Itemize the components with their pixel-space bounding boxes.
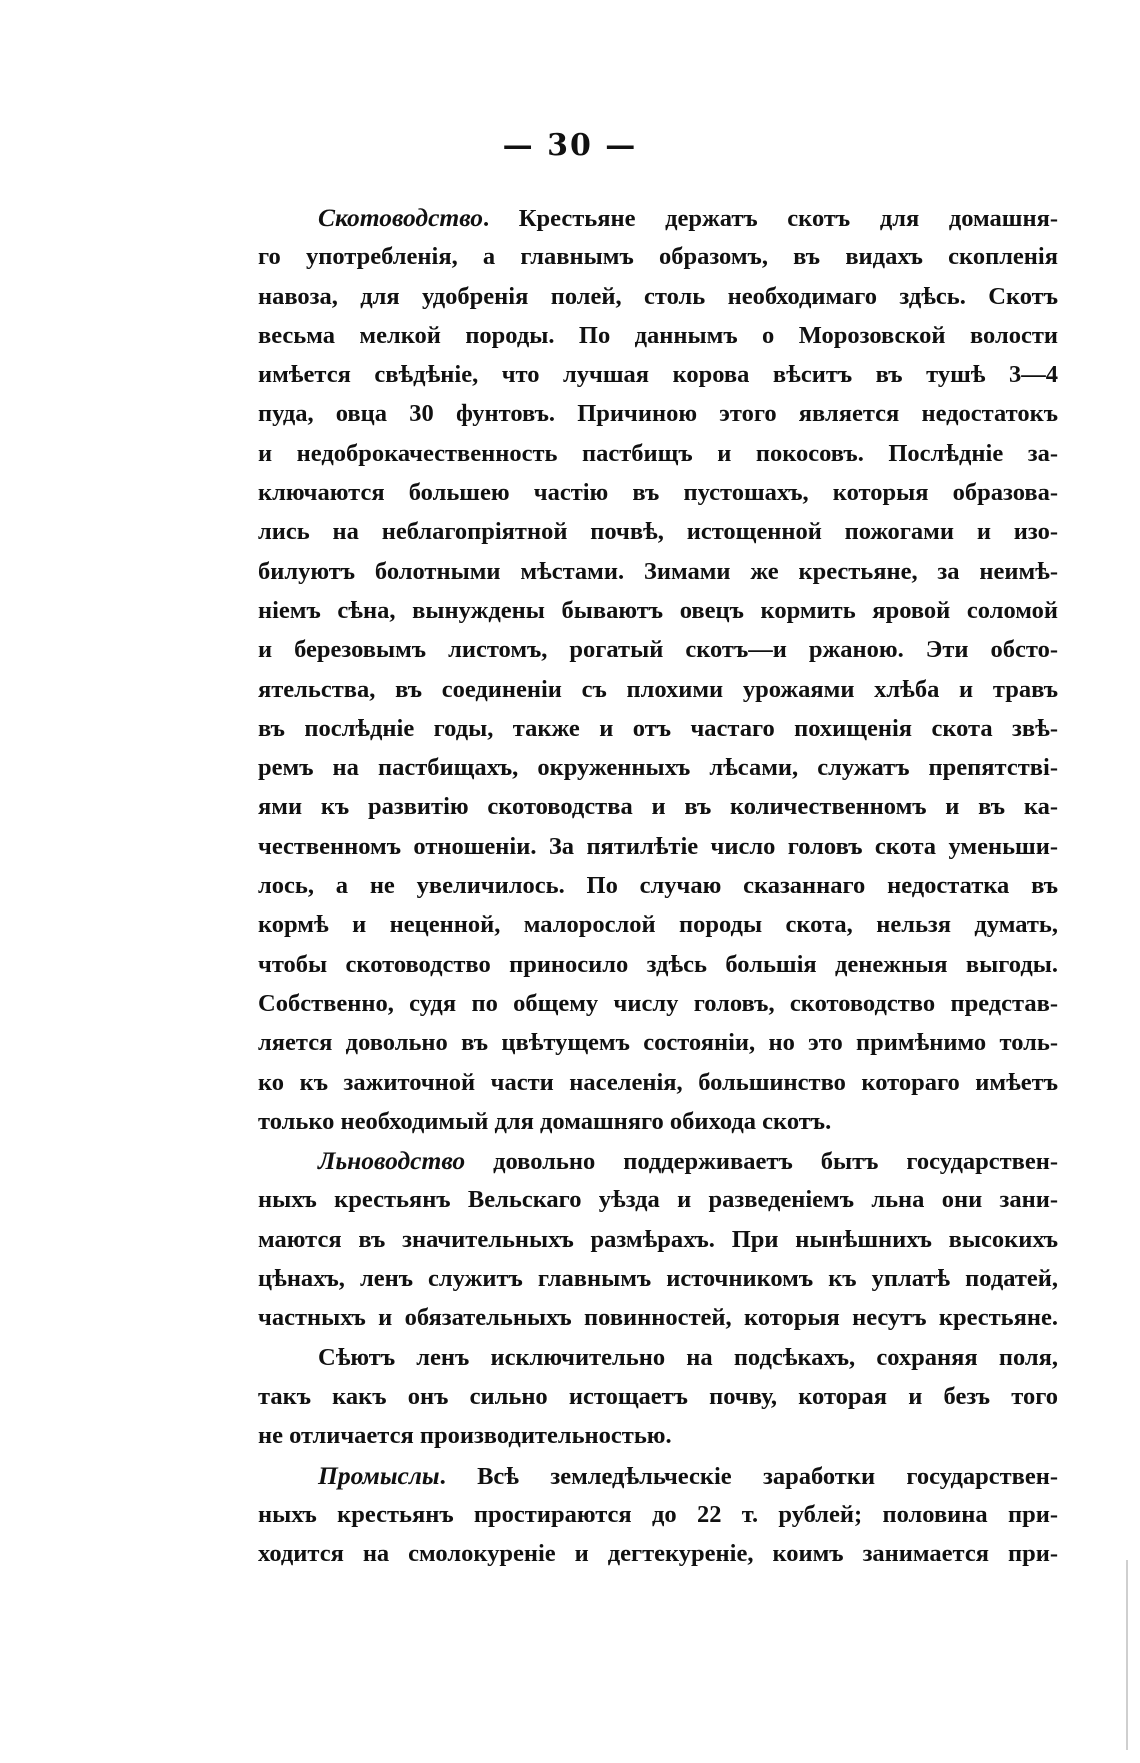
paragraph-trades xyxy=(258,1456,1058,1574)
text-line: кормѣ и неценной, малорослой породы скота, нельзя думать, xyxy=(258,911,1058,939)
text-line: навоза, для удобренія полей, столь необходимаго здѣсь. Скотъ xyxy=(258,282,1058,310)
text-line: пуда, овца 30 фунтовъ. Причиною этого является недостатокъ xyxy=(258,400,1058,428)
paragraph-flax-sowing xyxy=(258,1338,1058,1456)
text-line: билуютъ болотными мѣстами. Зимами же крестьяне, за неимѣ- xyxy=(258,557,1058,585)
text-column xyxy=(258,198,1058,1573)
text-line: ходится на смолокуреніе и дегтекуреніе, коимъ занимается при- xyxy=(258,1540,1058,1568)
text-line: такъ какъ онъ сильно истощаетъ почву, которая и безъ того xyxy=(258,1382,1058,1410)
text-line: и березовымъ листомъ, рогатый скотъ—и ржаною. Эти обсто- xyxy=(258,636,1058,664)
section-heading-flax: Льноводство xyxy=(318,1146,466,1176)
text-line: ями къ развитію скотоводства и въ количественномъ и въ ка- xyxy=(258,793,1058,821)
text-line: Скотоводство. Крестьяне держатъ скотъ для домашня- xyxy=(318,203,1058,232)
text-line: въ послѣдніе годы, также и отъ частаго похищенія скота звѣ- xyxy=(258,714,1058,742)
text-line: лись на неблагопріятной почвѣ, истощенной пожогами и изо- xyxy=(258,518,1058,546)
text-line: имѣется свѣдѣніе, что лучшая корова вѣситъ въ тушѣ 3—4 xyxy=(258,361,1058,389)
paragraph-flax xyxy=(258,1141,1058,1337)
text-line: Сѣютъ ленъ исключительно на подсѣкахъ, сохраняя поля, xyxy=(318,1343,1058,1371)
text-line: ключаются большею частію въ пустошахъ, которыя образова- xyxy=(258,479,1058,507)
text-line: цѣнахъ, ленъ служитъ главнымъ источникомъ къ уплатѣ податей, xyxy=(258,1265,1058,1293)
text-line: не отличается производительностью. xyxy=(258,1422,672,1450)
text-line: ко къ зажиточной части населенія, большинство котораго имѣетъ xyxy=(258,1068,1058,1096)
paragraph-livestock xyxy=(258,198,1058,1141)
text-line: ятельства, въ соединеніи съ плохими урожаями хлѣба и травъ xyxy=(258,675,1058,703)
text-line: ремъ на пастбищахъ, окруженныхъ лѣсами, служатъ препятствi- xyxy=(258,754,1058,782)
text-line: только необходимый для домашняго обихода скотъ. xyxy=(258,1107,832,1135)
text-line: Льноводство довольно поддерживаетъ бытъ государствен- xyxy=(318,1146,1058,1176)
page-number: — 30 — xyxy=(502,128,638,163)
text-line: ніемъ сѣна, вынуждены бываютъ овецъ кормить яровой соломой xyxy=(258,596,1058,624)
text-line: чтобы скотоводство приносило здѣсь большія денежныя выгоды. xyxy=(258,950,1058,978)
text-line: весьма мелкой породы. По даннымъ о Морозовской волости xyxy=(258,321,1058,349)
text-line: чественномъ отношеніи. За пятилѣтіе число головъ скота уменьши- xyxy=(258,832,1058,860)
text-line: ныхъ крестьянъ простираются до 22 т. рублей; половина при- xyxy=(258,1500,1058,1528)
text-line: лось, а не увеличилось. По случаю сказаннаго недостатка въ xyxy=(258,872,1058,900)
scan-edge-line xyxy=(1126,1560,1128,1750)
text-line: го употребленія, а главнымъ образомъ, въ видахъ скопленія xyxy=(258,243,1058,271)
text-line: Промыслы. Всѣ земледѣльческіе заработки государствен- xyxy=(318,1460,1058,1490)
text-line: частныхъ и обязательныхъ повинностей, которыя несутъ крестьяне. xyxy=(258,1304,1058,1332)
text-line: маются въ значительныхъ размѣрахъ. При нынѣшнихъ высокихъ xyxy=(258,1225,1058,1253)
section-heading-trades: Промыслы xyxy=(318,1460,440,1490)
text-line: Собственно, судя по общему числу головъ, скотоводство представ- xyxy=(258,989,1058,1017)
section-heading-livestock: Скотоводство xyxy=(318,203,484,232)
text-line: и недоброкачественность пастбищъ и покосовъ. Послѣдніе за- xyxy=(258,439,1058,467)
text-line: ляется довольно въ цвѣтущемъ состояніи, но это примѣнимо толь- xyxy=(258,1029,1058,1057)
text-line: ныхъ крестьянъ Вельскаго уѣзда и разведеніемъ льна они зани- xyxy=(258,1186,1058,1214)
